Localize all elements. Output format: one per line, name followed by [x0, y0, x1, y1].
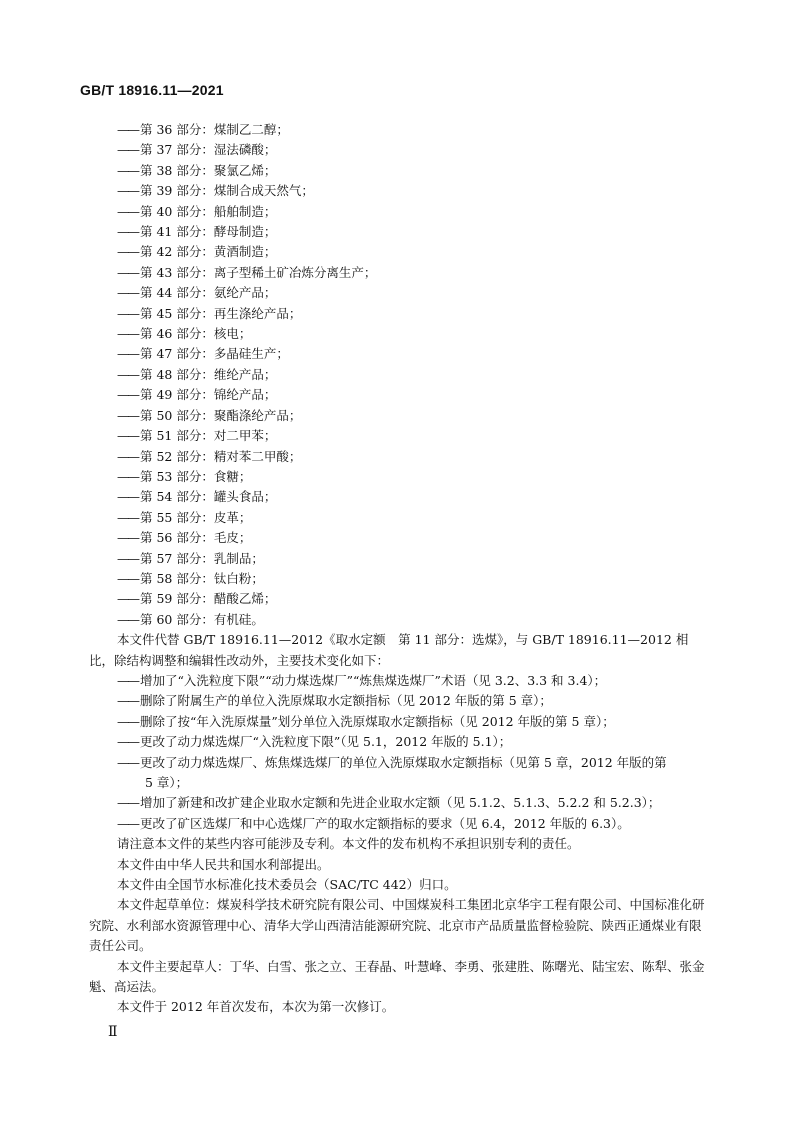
parts-list	[117, 120, 711, 630]
list-item: —— 第 43 部分：离子型稀土矿冶炼分离生产；	[117, 263, 711, 283]
list-item: —— 第 53 部分：食糖；	[117, 467, 711, 487]
technical-changes-list	[117, 671, 711, 834]
publication-history: 本文件于 2012 年首次发布，本次为第一次修订。	[117, 999, 395, 1015]
list-item: —— 第 42 部分：黄酒制造；	[117, 242, 711, 262]
list-item: —— 第 45 部分：再生涤纶产品；	[117, 304, 711, 324]
list-item: —— 增加了“入洗粒度下限”“动力煤选煤厂”“炼焦煤选煤厂”术语（见 3.2、3.3 和 3.4）；	[117, 671, 711, 691]
list-item: —— 第 60 部分：有机硅。	[117, 610, 711, 630]
list-item: —— 删除了附属生产的单位入洗原煤取水定额指标（见 2012 年版的第 5 章）；	[117, 691, 711, 711]
list-item: —— 第 49 部分：锦纶产品；	[117, 385, 711, 405]
list-item: —— 第 48 部分：维纶产品；	[117, 365, 711, 385]
list-item: —— 第 38 部分：聚氯乙烯；	[117, 161, 711, 181]
list-item: —— 第 58 部分：钛白粉；	[117, 569, 711, 589]
list-item: —— 第 54 部分：罐头食品；	[117, 487, 711, 507]
list-item: —— 更改了矿区选煤厂和中心选煤厂产的取水定额指标的要求（见 6.4，2012 年版的 6.3）。	[117, 814, 711, 834]
patent-note: 请注意本文件的某些内容可能涉及专利。本文件的发布机构不承担识别专利的责任。	[117, 836, 580, 852]
list-item: —— 第 36 部分：煤制乙二醇；	[117, 120, 711, 140]
list-item: —— 更改了动力煤选煤厂“入洗粒度下限”（见 5.1，2012 年版的 5.1）；	[117, 732, 711, 752]
drafting-units: 本文件起草单位：煤炭科学技术研究院有限公司、中国煤炭科工集团北京华宇工程有限公司、中国标准化研究院、水利部水资源管理中心、清华大学山西清洁能源研究院、北京市产品质量监督检验院、陕西正通煤业有限责任公司。	[89, 897, 705, 954]
list-item: —— 第 56 部分：毛皮；	[117, 528, 711, 548]
list-item-continuation: 5 章）；	[145, 775, 189, 790]
list-item: —— 第 51 部分：对二甲苯；	[117, 426, 711, 446]
list-item: —— 第 50 部分：聚酯涤纶产品；	[117, 406, 711, 426]
list-item: —— 第 47 部分：多晶硅生产；	[117, 344, 711, 364]
list-item: —— 第 37 部分：湿法磷酸；	[117, 140, 711, 160]
list-item: —— 第 44 部分：氨纶产品；	[117, 283, 711, 303]
replacement-statement: 本文件代替 GB/T 18916.11—2012《取水定额 第 11 部分：选煤》，与 GB/T 18916.11—2012 相比，除结构调整和编辑性改动外，主要技术变化如下：	[89, 632, 689, 668]
list-item: —— 删除了按“年入洗原煤量”划分单位入洗原煤取水定额指标（见 2012 年版的第 5 章）；	[117, 712, 711, 732]
page-number: Ⅱ	[108, 1025, 118, 1040]
list-item: —— 第 57 部分：乳制品；	[117, 549, 711, 569]
list-item: —— 更改了动力煤选煤厂、炼焦煤选煤厂的单位入洗原煤取水定额指标（见第 5 章，2012 年版的第	[117, 753, 711, 773]
list-item: —— 第 46 部分：核电；	[117, 324, 711, 344]
proposer: 本文件由中华人民共和国水利部提出。	[117, 856, 330, 872]
list-item: —— 第 41 部分：酵母制造；	[117, 222, 711, 242]
drafters: 本文件主要起草人：丁华、白雪、张之立、王春晶、叶慧峰、李勇、张建胜、陈曙光、陆宝宏、陈犁、张金魁、高运法。	[89, 958, 705, 995]
committee: 本文件由全国节水标准化技术委员会（SAC/TC 442）归口。	[117, 877, 457, 893]
list-item: —— 第 55 部分：皮革；	[117, 508, 711, 528]
list-item: —— 第 40 部分：船舶制造；	[117, 202, 711, 222]
foreword-body	[89, 120, 711, 1018]
list-item: —— 第 59 部分：醋酸乙烯；	[117, 589, 711, 609]
list-item: —— 增加了新建和改扩建企业取水定额和先进企业取水定额（见 5.1.2、5.1.3、5.2.2 和 5.2.3）；	[117, 793, 711, 813]
list-item: —— 第 52 部分：精对苯二甲酸；	[117, 447, 711, 467]
list-item: —— 第 39 部分：煤制合成天然气；	[117, 181, 711, 201]
standard-number: GB/T 18916.11—2021	[80, 82, 224, 98]
